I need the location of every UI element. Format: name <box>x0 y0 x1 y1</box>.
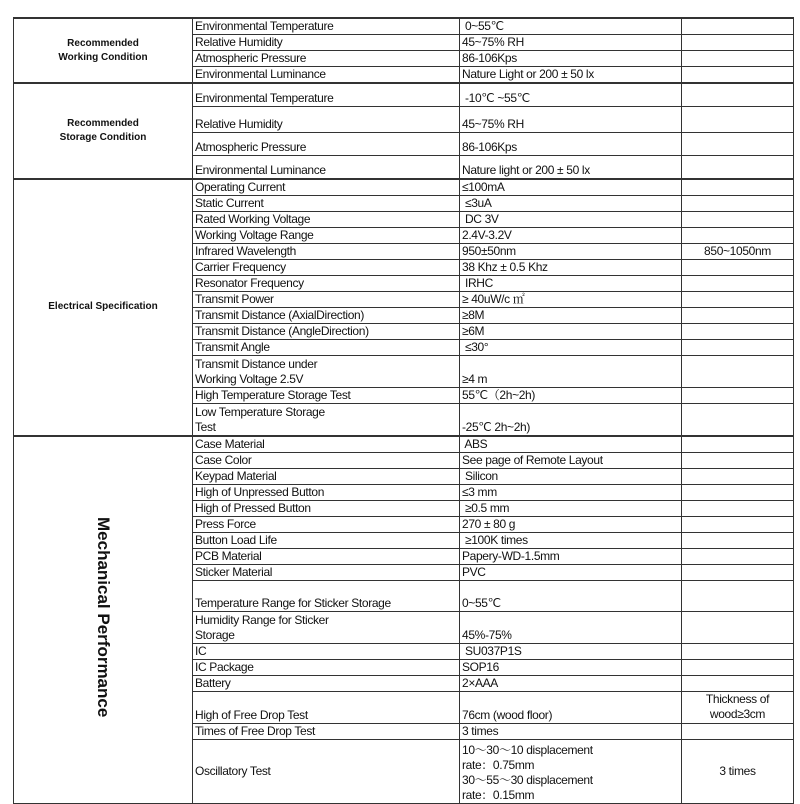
note-cell <box>682 611 794 643</box>
note-cell <box>682 212 794 228</box>
parameter-cell: Low Temperature Storage Test <box>193 404 460 436</box>
parameter-cell: Environmental Luminance <box>193 155 460 179</box>
parameter-cell: Times of Free Drop Test <box>193 723 460 739</box>
note-cell <box>682 484 794 500</box>
note-cell <box>682 276 794 292</box>
value-cell: ≥8M <box>460 308 682 324</box>
value-cell: ≥4 m <box>460 356 682 388</box>
table-row <box>14 436 794 453</box>
parameter-cell: Relative Humidity <box>193 106 460 132</box>
group-label <box>14 179 193 436</box>
parameter-cell: Working Voltage Range <box>193 228 460 244</box>
note-cell: 3 times <box>682 739 794 803</box>
value-cell: Papery-WD-1.5mm <box>460 548 682 564</box>
parameter-cell: Battery <box>193 675 460 691</box>
note-cell <box>682 548 794 564</box>
parameter-cell: High of Unpressed Button <box>193 484 460 500</box>
value-cell: 270 ± 80 g <box>460 516 682 532</box>
note-cell: Thickness of wood≥3cm <box>682 691 794 723</box>
parameter-cell: Temperature Range for Sticker Storage <box>193 580 460 611</box>
note-cell <box>682 723 794 739</box>
value-cell: 76cm (wood floor) <box>460 691 682 723</box>
parameter-cell: Static Current <box>193 196 460 212</box>
note-cell <box>682 106 794 132</box>
parameter-cell: Humidity Range for Sticker Storage <box>193 611 460 643</box>
note-cell <box>682 132 794 155</box>
value-cell: ≤3 mm <box>460 484 682 500</box>
value-cell: 0~55℃ <box>460 580 682 611</box>
value-cell: See page of Remote Layout <box>460 452 682 468</box>
parameter-cell: Oscillatory Test <box>193 739 460 803</box>
value-cell: 3 times <box>460 723 682 739</box>
value-cell: ABS <box>460 436 682 453</box>
table-row <box>14 83 794 106</box>
note-cell <box>682 500 794 516</box>
group-label-text: Recommended Working Condition <box>58 37 148 63</box>
parameter-cell: Atmospheric Pressure <box>193 132 460 155</box>
note-cell <box>682 404 794 436</box>
note-cell <box>682 51 794 67</box>
value-cell: ≥6M <box>460 324 682 340</box>
value-cell: SU037P1S <box>460 643 682 659</box>
group-label <box>14 83 193 179</box>
table-row <box>14 18 794 35</box>
parameter-cell: Infrared Wavelength <box>193 244 460 260</box>
group-label-text: Mechanical Performance <box>94 516 113 718</box>
note-cell <box>682 532 794 548</box>
value-cell: 2×AAA <box>460 675 682 691</box>
note-cell: 850~1050nm <box>682 244 794 260</box>
note-cell <box>682 260 794 276</box>
table-row <box>14 179 794 196</box>
note-cell <box>682 292 794 308</box>
note-cell <box>682 324 794 340</box>
value-cell: -10℃ ~55℃ <box>460 83 682 106</box>
note-cell <box>682 564 794 580</box>
value-cell: IRHC <box>460 276 682 292</box>
value-cell: 0~55℃ <box>460 18 682 35</box>
note-cell <box>682 179 794 196</box>
group-label-text: Recommended Storage Condition <box>59 118 147 143</box>
parameter-cell: Keypad Material <box>193 468 460 484</box>
parameter-cell: Button Load Life <box>193 532 460 548</box>
note-cell <box>682 196 794 212</box>
parameter-cell: Operating Current <box>193 179 460 196</box>
note-cell <box>682 580 794 611</box>
parameter-cell: Sticker Material <box>193 564 460 580</box>
value-cell: ≥ 40uW/c ㎡ <box>460 292 682 308</box>
value-cell: Nature light or 200 ± 50 lx <box>460 155 682 179</box>
value-cell: -25℃ 2h~2h) <box>460 404 682 436</box>
note-cell <box>682 468 794 484</box>
group-label <box>14 436 193 804</box>
parameter-cell: High of Free Drop Test <box>193 691 460 723</box>
value-cell: 45~75% RH <box>460 106 682 132</box>
parameter-cell: Relative Humidity <box>193 35 460 51</box>
note-cell <box>682 67 794 84</box>
note-cell <box>682 18 794 35</box>
note-cell <box>682 340 794 356</box>
value-cell: Silicon <box>460 468 682 484</box>
spec-table <box>13 17 794 804</box>
value-cell: SOP16 <box>460 659 682 675</box>
group-label <box>14 18 193 83</box>
value-cell: ≥100K times <box>460 532 682 548</box>
value-cell: 86-106Kps <box>460 51 682 67</box>
parameter-cell: Case Material <box>193 436 460 453</box>
parameter-cell: IC <box>193 643 460 659</box>
parameter-cell: High of Pressed Button <box>193 500 460 516</box>
value-cell: ≤100mA <box>460 179 682 196</box>
parameter-cell: Transmit Power <box>193 292 460 308</box>
parameter-cell: Transmit Angle <box>193 340 460 356</box>
value-cell: 10～30～10 displacement rate：0.75mm 30～55～30 displacement rate：0.15mm <box>460 739 682 803</box>
parameter-cell: Case Color <box>193 452 460 468</box>
value-cell: Nature Light or 200 ± 50 lx <box>460 67 682 84</box>
parameter-cell: High Temperature Storage Test <box>193 388 460 404</box>
parameter-cell: Rated Working Voltage <box>193 212 460 228</box>
note-cell <box>682 643 794 659</box>
parameter-cell: Environmental Temperature <box>193 83 460 106</box>
parameter-cell: IC Package <box>193 659 460 675</box>
note-cell <box>682 516 794 532</box>
note-cell <box>682 436 794 453</box>
value-cell: PVC <box>460 564 682 580</box>
parameter-cell: Resonator Frequency <box>193 276 460 292</box>
parameter-cell: Press Force <box>193 516 460 532</box>
parameter-cell: Environmental Temperature <box>193 18 460 35</box>
note-cell <box>682 659 794 675</box>
parameter-cell: Carrier Frequency <box>193 260 460 276</box>
note-cell <box>682 388 794 404</box>
value-cell: ≤3uA <box>460 196 682 212</box>
note-cell <box>682 228 794 244</box>
parameter-cell: Transmit Distance under Working Voltage 2.5V <box>193 356 460 388</box>
parameter-cell: Atmospheric Pressure <box>193 51 460 67</box>
parameter-cell: PCB Material <box>193 548 460 564</box>
value-cell: DC 3V <box>460 212 682 228</box>
note-cell <box>682 308 794 324</box>
value-cell: 86-106Kps <box>460 132 682 155</box>
note-cell <box>682 155 794 179</box>
value-cell: ≤30° <box>460 340 682 356</box>
note-cell <box>682 35 794 51</box>
value-cell: 45~75% RH <box>460 35 682 51</box>
parameter-cell: Transmit Distance (AxialDirection) <box>193 308 460 324</box>
note-cell <box>682 675 794 691</box>
note-cell <box>682 452 794 468</box>
note-cell <box>682 83 794 106</box>
value-cell: 950±50nm <box>460 244 682 260</box>
note-cell <box>682 356 794 388</box>
parameter-cell: Transmit Distance (AngleDirection) <box>193 324 460 340</box>
value-cell: 2.4V-3.2V <box>460 228 682 244</box>
value-cell: 38 Khz ± 0.5 Khz <box>460 260 682 276</box>
parameter-cell: Environmental Luminance <box>193 67 460 84</box>
value-cell: ≥0.5 mm <box>460 500 682 516</box>
value-cell: 45%-75% <box>460 611 682 643</box>
group-label-text: Electrical Specification <box>48 301 158 313</box>
value-cell: 55℃（2h~2h) <box>460 388 682 404</box>
